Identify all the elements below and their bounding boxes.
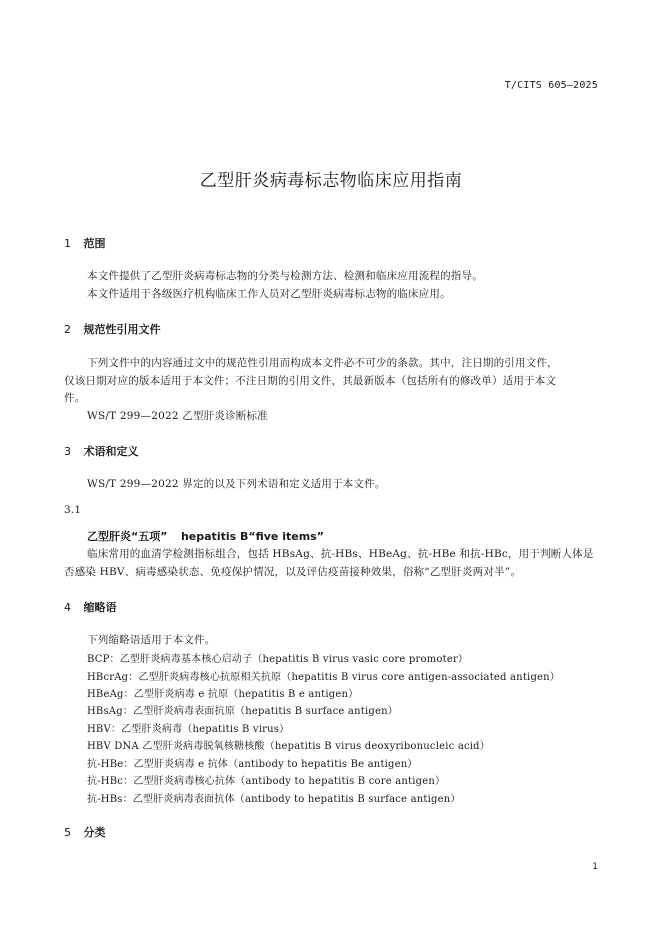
section-number: 2 bbox=[64, 323, 71, 336]
section-title: 范围 bbox=[83, 237, 106, 250]
document-code: T/CITS 605—2025 bbox=[504, 80, 598, 91]
abbreviation-item: BCP：乙型肝炎病毒基本核心启动子（hepatitis B virus vasic core promoter） bbox=[87, 654, 469, 665]
section-heading-4 bbox=[64, 599, 117, 615]
section-heading-3 bbox=[64, 443, 139, 459]
section-number: 1 bbox=[64, 237, 71, 250]
section-title: 缩略语 bbox=[83, 601, 117, 614]
abbreviation-item: HBsAg：乙型肝炎病毒表面抗原（hepatitis B surface antigen） bbox=[87, 706, 398, 717]
page-title: 乙型肝炎病毒标志物临床应用指南 bbox=[199, 171, 463, 191]
abbreviation-item: HBcrAg：乙型肝炎病毒核心抗原相关抗原（hepatitis B virus core antigen-associated antigen） bbox=[87, 672, 561, 683]
term-zh: 乙型肝炎“五项” bbox=[87, 530, 168, 543]
paragraph: 本文件适用于各级医疗机构临床工作人员对乙型肝炎病毒标志物的临床应用。 bbox=[87, 288, 451, 300]
paragraph-line: 下列文件中的内容通过文中的规范性引用而构成本文件必不可少的条款。其中，注日期的引用文件， bbox=[87, 357, 558, 369]
definition-line: 否感染 HBV、病毒感染状态、免疫保护情况，以及评估疫苗接种效果，俗称“乙型肝炎两对半”。 bbox=[64, 566, 522, 578]
section-title: 术语和定义 bbox=[83, 445, 139, 458]
term-en: hepatitis B“five items” bbox=[180, 530, 324, 543]
definition-line: 临床常用的血清学检测指标组合，包括 HBsAg、抗-HBs、HBeAg、抗-HBe 和抗-HBc，用于判断人体是 bbox=[87, 548, 594, 560]
section-number: 5 bbox=[64, 826, 71, 839]
subsection-number: 3.1 bbox=[64, 504, 82, 516]
paragraph: WS/T 299—2022 界定的以及下列术语和定义适用于本文件。 bbox=[87, 478, 386, 490]
section-number: 4 bbox=[64, 601, 71, 614]
abbreviation-item: HBeAg：乙型肝炎病毒 e 抗原（hepatitis B e antigen） bbox=[87, 689, 359, 700]
abbreviation-item: 抗-HBe：乙型肝炎病毒 e 抗体（antibody to hepatitis Be antigen） bbox=[87, 759, 418, 770]
section-title: 分类 bbox=[83, 826, 106, 839]
paragraph-line: 件。 bbox=[64, 392, 86, 404]
page-number: 1 bbox=[592, 862, 598, 872]
paragraph: 本文件提供了乙型肝炎病毒标志物的分类与检测方法、检测和临床应用流程的指导。 bbox=[87, 270, 483, 282]
paragraph: 下列缩略语适用于本文件。 bbox=[87, 634, 216, 646]
section-heading-5 bbox=[64, 824, 106, 840]
abbreviation-item: HBV：乙型肝炎病毒（hepatitis B virus） bbox=[87, 724, 290, 735]
term-entry bbox=[87, 528, 324, 544]
abbreviation-item: 抗-HBc：乙型肝炎病毒核心抗体（antibody to hepatitis B core antigen） bbox=[87, 776, 446, 787]
section-heading-1 bbox=[64, 235, 106, 251]
section-heading-2 bbox=[64, 321, 161, 337]
abbreviation-item: 抗-HBs：乙型肝炎病毒表面抗体（antibody to hepatitis B surface antigen） bbox=[87, 794, 461, 805]
paragraph-line: 仅该日期对应的版本适用于本文件；不注日期的引用文件，其最新版本（包括所有的修改单）适用于本文 bbox=[64, 375, 557, 387]
normative-reference: WS/T 299—2022 乙型肝炎诊断标准 bbox=[87, 410, 268, 422]
section-title: 规范性引用文件 bbox=[83, 323, 161, 336]
abbreviation-item: HBV DNA 乙型肝炎病毒脱氧核糖核酸（hepatitis B virus deoxyribonucleic acid） bbox=[87, 741, 490, 752]
section-number: 3 bbox=[64, 445, 71, 458]
